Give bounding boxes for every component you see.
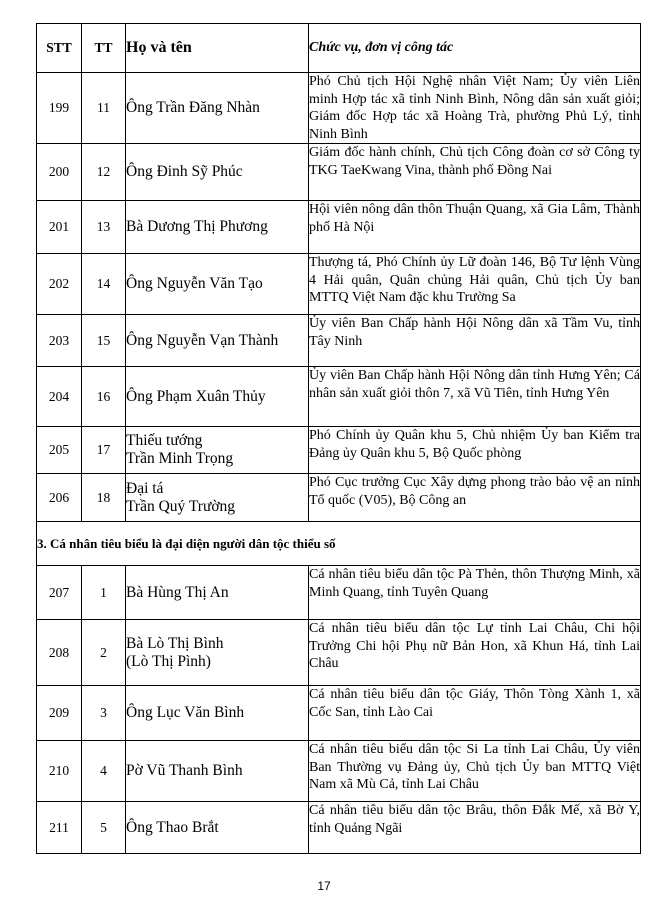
table-row	[37, 73, 641, 144]
header-name: Họ và tên	[126, 24, 309, 73]
row-stt: 200	[37, 144, 82, 201]
row-name	[126, 73, 309, 144]
name-line: Ông Trần Đăng Nhàn	[126, 99, 260, 116]
row-position: Cá nhân tiêu biểu dân tộc Giáy, Thôn Tòng Xành 1, xã Cốc San, tỉnh Lào Cai	[309, 686, 641, 741]
page-number: 17	[317, 879, 331, 893]
table-row	[37, 144, 641, 201]
row-name	[126, 566, 309, 620]
row-name	[126, 474, 309, 522]
row-name	[126, 427, 309, 474]
table-row	[37, 315, 641, 367]
table-row	[37, 802, 641, 854]
name-line: Ông Lục Văn Bình	[126, 704, 245, 721]
row-stt: 204	[37, 367, 82, 427]
row-stt: 211	[37, 802, 82, 854]
row-tt: 5	[82, 802, 126, 854]
row-position: Cá nhân tiêu biểu dân tộc Pà Thẻn, thôn Thượng Minh, xã Minh Quang, tỉnh Tuyên Quang	[309, 566, 641, 620]
name-line: Bà Hùng Thị An	[126, 583, 229, 601]
row-tt: 12	[82, 144, 126, 201]
row-stt: 202	[37, 254, 82, 315]
row-stt: 201	[37, 201, 82, 254]
header-position: Chức vụ, đơn vị công tác	[309, 24, 641, 73]
row-tt: 3	[82, 686, 126, 741]
name-line: Ông Nguyễn Vạn Thành	[126, 331, 279, 349]
table-row	[37, 367, 641, 427]
row-position: Phó Chủ tịch Hội Nghệ nhân Việt Nam; Ủy viên Liên minh Hợp tác xã tỉnh Ninh Bình, Nông dân sản xuất giỏi; Giám đốc Hợp tác xã Hoàng Trà, phường Phủ Lý, tỉnh Ninh Bình	[309, 74, 640, 142]
row-name	[126, 620, 309, 686]
row-stt: 210	[37, 741, 82, 802]
row-stt: 209	[37, 686, 82, 741]
name-line: Đại tá	[126, 479, 164, 497]
name-line: (Lò Thị Pình)	[126, 652, 211, 670]
name-line: Thiếu tướng	[126, 432, 203, 449]
table-row	[37, 427, 641, 474]
row-stt: 208	[37, 620, 82, 686]
row-stt: 205	[37, 427, 82, 474]
row-tt: 14	[82, 254, 126, 315]
row-name	[126, 254, 309, 315]
row-name	[126, 144, 309, 201]
table-row	[37, 620, 641, 686]
name-line: Trần Quý Trường	[126, 497, 236, 515]
row-position: Phó Cục trưởng Cục Xây dựng phong trào bảo vệ an ninh Tổ quốc (V05), Bộ Công an	[309, 474, 641, 522]
name-line: Ông Thao Brắt	[126, 818, 219, 836]
table-row	[37, 474, 641, 522]
header-stt: STT	[37, 24, 82, 73]
row-tt: 17	[82, 427, 126, 474]
row-name	[126, 802, 309, 854]
name-line: Bà Dương Thị Phương	[126, 218, 268, 235]
table-row	[37, 741, 641, 802]
row-position: Ủy viên Ban Chấp hành Hội Nông dân xã Tầm Vu, tỉnh Tây Ninh	[309, 315, 641, 367]
row-position: Thượng tá, Phó Chính ủy Lữ đoàn 146, Bộ Tư lệnh Vùng 4 Hải quân, Quân chủng Hải quân, Chủ tịch Ủy ban MTTQ Việt Nam đặc khu Trường Sa	[309, 254, 641, 315]
row-position: Giám đốc hành chính, Chủ tịch Công đoàn cơ sở Công ty TKG TaeKwang Vina, thành phố Đồng Nai	[309, 144, 641, 201]
row-name	[126, 315, 309, 367]
header-tt: TT	[82, 24, 126, 73]
row-tt: 2	[82, 620, 126, 686]
table-row	[37, 254, 641, 315]
section-row	[37, 522, 641, 566]
name-line: Ông Đinh Sỹ Phúc	[126, 163, 243, 180]
row-stt: 203	[37, 315, 82, 367]
row-tt: 13	[82, 201, 126, 254]
table-row	[37, 201, 641, 254]
row-stt: 199	[37, 73, 82, 144]
row-position: Hội viên nông dân thôn Thuận Quang, xã Gia Lâm, Thành phố Hà Nội	[309, 201, 641, 254]
name-line: Trần Minh Trọng	[126, 450, 234, 467]
row-position: Phó Chính ủy Quân khu 5, Chủ nhiệm Ủy ban Kiểm tra Đảng ủy Quân khu 5, Bộ Quốc phòng	[309, 427, 641, 474]
row-position: Cá nhân tiêu biểu dân tộc Brâu, thôn Đắk Mế, xã Bờ Y, tỉnh Quảng Ngãi	[309, 802, 641, 854]
row-name	[126, 741, 309, 802]
row-position: Cá nhân tiêu biểu dân tộc Lự tỉnh Lai Châu, Chi hội Trưởng Chi hội Phụ nữ Bản Hon, xã Khun Há, tỉnh Lai Châu	[309, 620, 641, 686]
table-header-row	[37, 24, 641, 73]
name-line: Pờ Vũ Thanh Bình	[126, 762, 243, 779]
row-position: Cá nhân tiêu biểu dân tộc Si La tỉnh Lai Châu, Ủy viên Ban Thường vụ Đảng ủy, Chủ tịch Ủy ban MTTQ Việt Nam xã Mù Cả, tỉnh Lai Châu	[309, 741, 641, 802]
row-tt: 15	[82, 315, 126, 367]
honoree-table	[36, 23, 641, 854]
name-line: Bà Lò Thị Bình	[126, 634, 224, 652]
row-name	[126, 201, 309, 254]
row-tt: 16	[82, 367, 126, 427]
row-name	[126, 686, 309, 741]
name-line: Ông Phạm Xuân Thủy	[126, 387, 266, 405]
name-line: Ông Nguyễn Văn Tạo	[126, 275, 263, 292]
row-position: Ủy viên Ban Chấp hành Hội Nông dân tỉnh Hưng Yên; Cá nhân sản xuất giỏi thôn 7, xã Vũ Tiên, tỉnh Hưng Yên	[309, 367, 641, 427]
row-name	[126, 367, 309, 427]
row-stt: 206	[37, 474, 82, 522]
row-stt: 207	[37, 566, 82, 620]
row-tt: 11	[82, 73, 126, 144]
table-row	[37, 686, 641, 741]
table-row	[37, 566, 641, 620]
section-title: 3. Cá nhân tiêu biểu là đại diện người dân tộc thiểu số	[37, 522, 641, 566]
row-tt: 1	[82, 566, 126, 620]
row-tt: 4	[82, 741, 126, 802]
row-tt: 18	[82, 474, 126, 522]
